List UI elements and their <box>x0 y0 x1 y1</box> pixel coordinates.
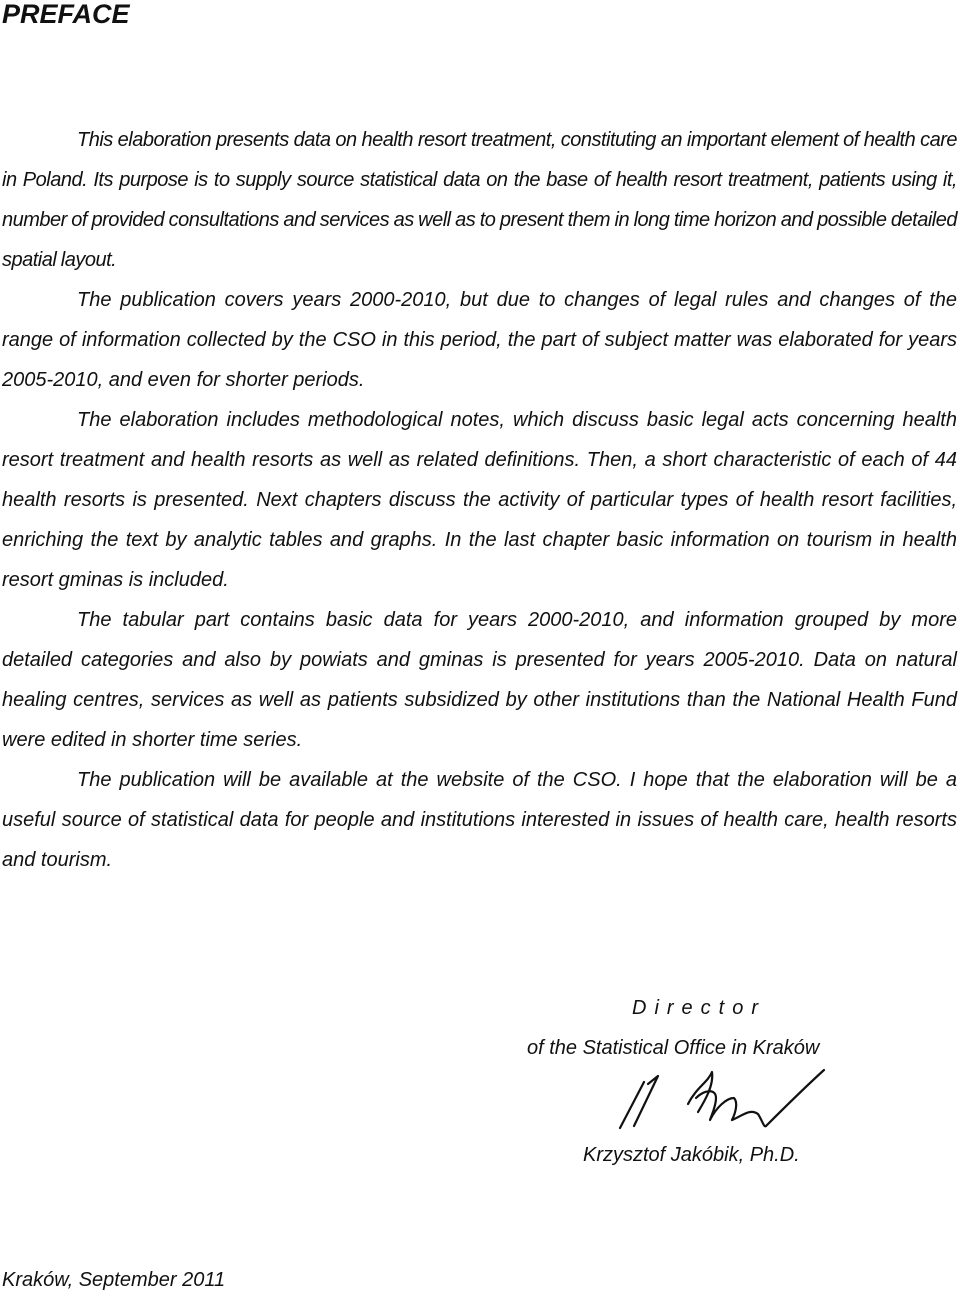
signatory-title: Director <box>632 997 767 1019</box>
paragraph-coverage: The publication covers years 2000-2010, but due to changes of legal rules and changes of the range of information collected by the CSO in this period, the part of subject matter was elaborated for years 2005-2010, and even for shorter periods. <box>2 289 957 391</box>
place-and-date: Kraków, September 2011 <box>2 1269 226 1291</box>
signatory-name: Krzysztof Jakóbik, Ph.D. <box>583 1144 800 1166</box>
handwritten-signature <box>612 1068 827 1130</box>
paragraph-availability: The publication will be available at the website of the CSO. I hope that the elaboration will be a useful source of statistical data for people and institutions interested in issues of health care, health resorts and tourism. <box>2 769 957 871</box>
preface-body <box>2 120 957 880</box>
paragraph-purpose: This elaboration presents data on health resort treatment, constituting an important element of health care in Poland. Its purpose is to supply source statistical data on the base of health resort treatment, patients using it, number of provided consultations and services as well as to present them in long time horizon and possible detailed spatial layout. <box>2 129 957 271</box>
page-title: PREFACE <box>2 0 130 29</box>
paragraph-tabular-part: The tabular part contains basic data for years 2000-2010, and information grouped by more detailed categories and also by powiats and gminas is presented for years 2005-2010. Data on natural healing centres, services as well as patients subsidized by other institutions than the National Health Fund were edited in shorter time series. <box>2 609 957 751</box>
paragraph-contents: The elaboration includes methodological notes, which discuss basic legal acts concerning health resort treatment and health resorts as well as related definitions. Then, a short characteristic of each of 44 health resorts is presented. Next chapters discuss the activity of particular types of health resort facilities, enriching the text by analytic tables and graphs. In the last chapter basic information on tourism in health resort gminas is included. <box>2 409 957 591</box>
signatory-office: of the Statistical Office in Kraków <box>527 1037 820 1059</box>
